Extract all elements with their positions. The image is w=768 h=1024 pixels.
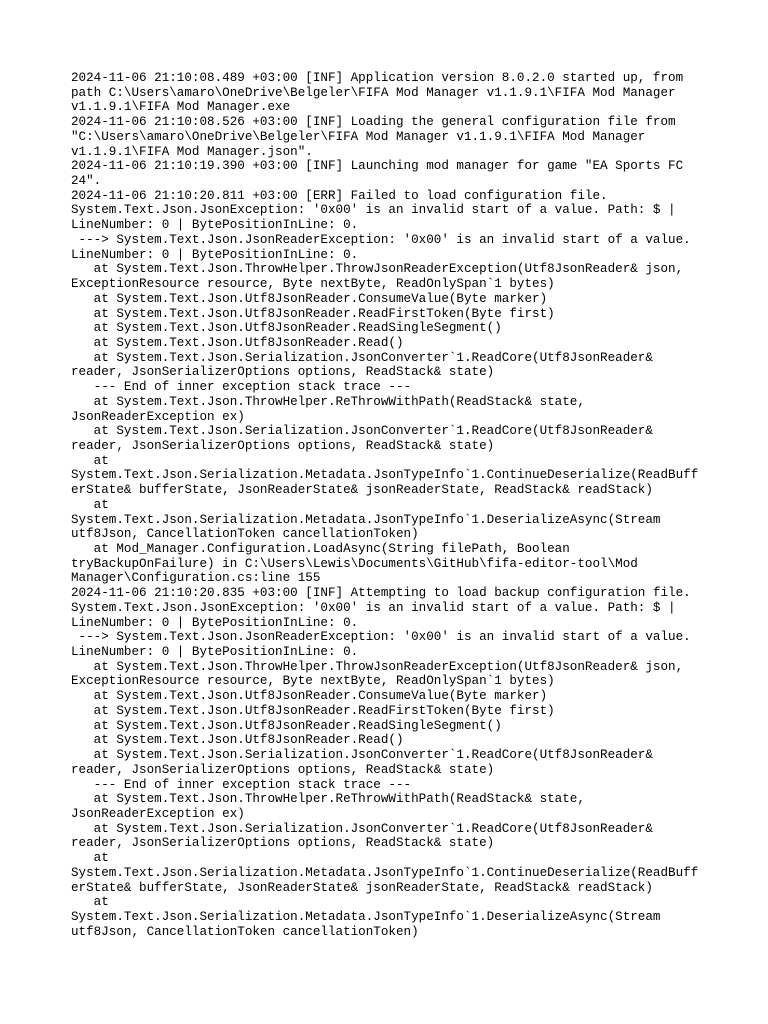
log-line: 2024-11-06 21:10:19.390 +03:00 [INF] Launching mod manager for game "EA Sports FC — [71, 159, 684, 174]
log-line: v1.1.9.1\FIFA Mod Manager.json". — [71, 144, 313, 159]
log-line: LineNumber: 0 | BytePositionInLine: 0. — [71, 247, 359, 262]
log-line: at System.Text.Json.Serialization.JsonConverter`1.ReadCore(Utf8JsonReader& — [71, 748, 653, 763]
log-line: at System.Text.Json.Utf8JsonReader.ReadFirstToken(Byte first) — [71, 306, 555, 321]
log-line: at System.Text.Json.Utf8JsonReader.Read() — [71, 335, 404, 350]
log-line: at — [71, 497, 109, 512]
log-line: System.Text.Json.Serialization.Metadata.JsonTypeInfo`1.DeserializeAsync(Stream — [71, 512, 661, 527]
log-line: --- End of inner exception stack trace --- — [71, 380, 412, 395]
log-line: at System.Text.Json.ThrowHelper.ThrowJsonReaderException(Utf8JsonReader& json, — [71, 262, 684, 277]
log-line: "C:\Users\amaro\OneDrive\Belgeler\FIFA Mod Manager v1.1.9.1\FIFA Mod Manager — [71, 129, 646, 144]
log-line: reader, JsonSerializerOptions options, ReadStack& state) — [71, 836, 495, 851]
log-line: erState& bufferState, JsonReaderState& jsonReaderState, ReadStack& readStack) — [71, 880, 653, 895]
log-line: at System.Text.Json.Utf8JsonReader.ReadSingleSegment() — [71, 718, 502, 733]
log-page — [71, 71, 711, 939]
log-line: 2024-11-06 21:10:20.811 +03:00 [ERR] Failed to load configuration file. — [71, 188, 608, 203]
log-line: ExceptionResource resource, Byte nextByte, ReadOnlySpan`1 bytes) — [71, 277, 555, 292]
log-line: v1.1.9.1\FIFA Mod Manager.exe — [71, 100, 291, 115]
log-line: at System.Text.Json.Utf8JsonReader.ReadSingleSegment() — [71, 321, 502, 336]
log-line: JsonReaderException ex) — [71, 806, 245, 821]
log-line: at — [71, 851, 109, 866]
log-line: System.Text.Json.Serialization.Metadata.JsonTypeInfo`1.ContinueDeserialize(ReadBuff — [71, 865, 699, 880]
log-line: utf8Json, CancellationToken cancellationToken) — [71, 527, 419, 542]
log-line: 2024-11-06 21:10:08.489 +03:00 [INF] Application version 8.0.2.0 started up, from — [71, 71, 684, 85]
log-line: at System.Text.Json.Serialization.JsonConverter`1.ReadCore(Utf8JsonReader& — [71, 350, 653, 365]
log-line: utf8Json, CancellationToken cancellationToken) — [71, 924, 419, 939]
log-line: erState& bufferState, JsonReaderState& jsonReaderState, ReadStack& readStack) — [71, 483, 653, 498]
log-line: at — [71, 895, 109, 910]
log-line: System.Text.Json.Serialization.Metadata.JsonTypeInfo`1.ContinueDeserialize(ReadBuff — [71, 468, 699, 483]
log-line: at System.Text.Json.ThrowHelper.ReThrowWithPath(ReadStack& state, — [71, 792, 585, 807]
log-line: reader, JsonSerializerOptions options, ReadStack& state) — [71, 762, 495, 777]
log-line: at System.Text.Json.Utf8JsonReader.ConsumeValue(Byte marker) — [71, 689, 548, 704]
log-line: JsonReaderException ex) — [71, 409, 245, 424]
log-line: reader, JsonSerializerOptions options, ReadStack& state) — [71, 365, 495, 380]
log-line: ---> System.Text.Json.JsonReaderException: '0x00' is an invalid start of a value. — [71, 232, 691, 247]
log-line: 24". — [71, 174, 102, 189]
log-line: at System.Text.Json.Utf8JsonReader.ReadFirstToken(Byte first) — [71, 703, 555, 718]
log-line: at System.Text.Json.Utf8JsonReader.Read() — [71, 733, 404, 748]
log-line: Manager\Configuration.cs:line 155 — [71, 571, 321, 586]
log-line: at System.Text.Json.Utf8JsonReader.ConsumeValue(Byte marker) — [71, 291, 548, 306]
log-line: reader, JsonSerializerOptions options, ReadStack& state) — [71, 438, 495, 453]
log-line: 2024-11-06 21:10:08.526 +03:00 [INF] Loading the general configuration file from — [71, 115, 676, 130]
log-line: LineNumber: 0 | BytePositionInLine: 0. — [71, 615, 359, 630]
log-line: 2024-11-06 21:10:20.835 +03:00 [INF] Attempting to load backup configuration file. — [71, 586, 691, 601]
log-line: at — [71, 453, 109, 468]
log-line: at System.Text.Json.ThrowHelper.ThrowJsonReaderException(Utf8JsonReader& json, — [71, 659, 684, 674]
log-line: path C:\Users\amaro\OneDrive\Belgeler\FIFA Mod Manager v1.1.9.1\FIFA Mod Manager — [71, 85, 676, 100]
log-line: --- End of inner exception stack trace --- — [71, 777, 412, 792]
log-line: LineNumber: 0 | BytePositionInLine: 0. — [71, 218, 359, 233]
log-line: ---> System.Text.Json.JsonReaderException: '0x00' is an invalid start of a value. — [71, 630, 691, 645]
log-line: ExceptionResource resource, Byte nextByte, ReadOnlySpan`1 bytes) — [71, 674, 555, 689]
log-line: at Mod_Manager.Configuration.LoadAsync(String filePath, Boolean — [71, 542, 570, 556]
log-line: System.Text.Json.JsonException: '0x00' is an invalid start of a value. Path: $ | — [71, 600, 676, 615]
log-line: at System.Text.Json.ThrowHelper.ReThrowWithPath(ReadStack& state, — [71, 394, 585, 409]
log-line: tryBackupOnFailure) in C:\Users\Lewis\Documents\GitHub\fifa-editor-tool\Mod — [71, 556, 638, 571]
log-line: at System.Text.Json.Serialization.JsonConverter`1.ReadCore(Utf8JsonReader& — [71, 424, 653, 439]
log-line: System.Text.Json.JsonException: '0x00' is an invalid start of a value. Path: $ | — [71, 203, 676, 218]
log-line: System.Text.Json.Serialization.Metadata.JsonTypeInfo`1.DeserializeAsync(Stream — [71, 909, 661, 924]
log-line: LineNumber: 0 | BytePositionInLine: 0. — [71, 645, 359, 660]
log-line: at System.Text.Json.Serialization.JsonConverter`1.ReadCore(Utf8JsonReader& — [71, 821, 653, 836]
